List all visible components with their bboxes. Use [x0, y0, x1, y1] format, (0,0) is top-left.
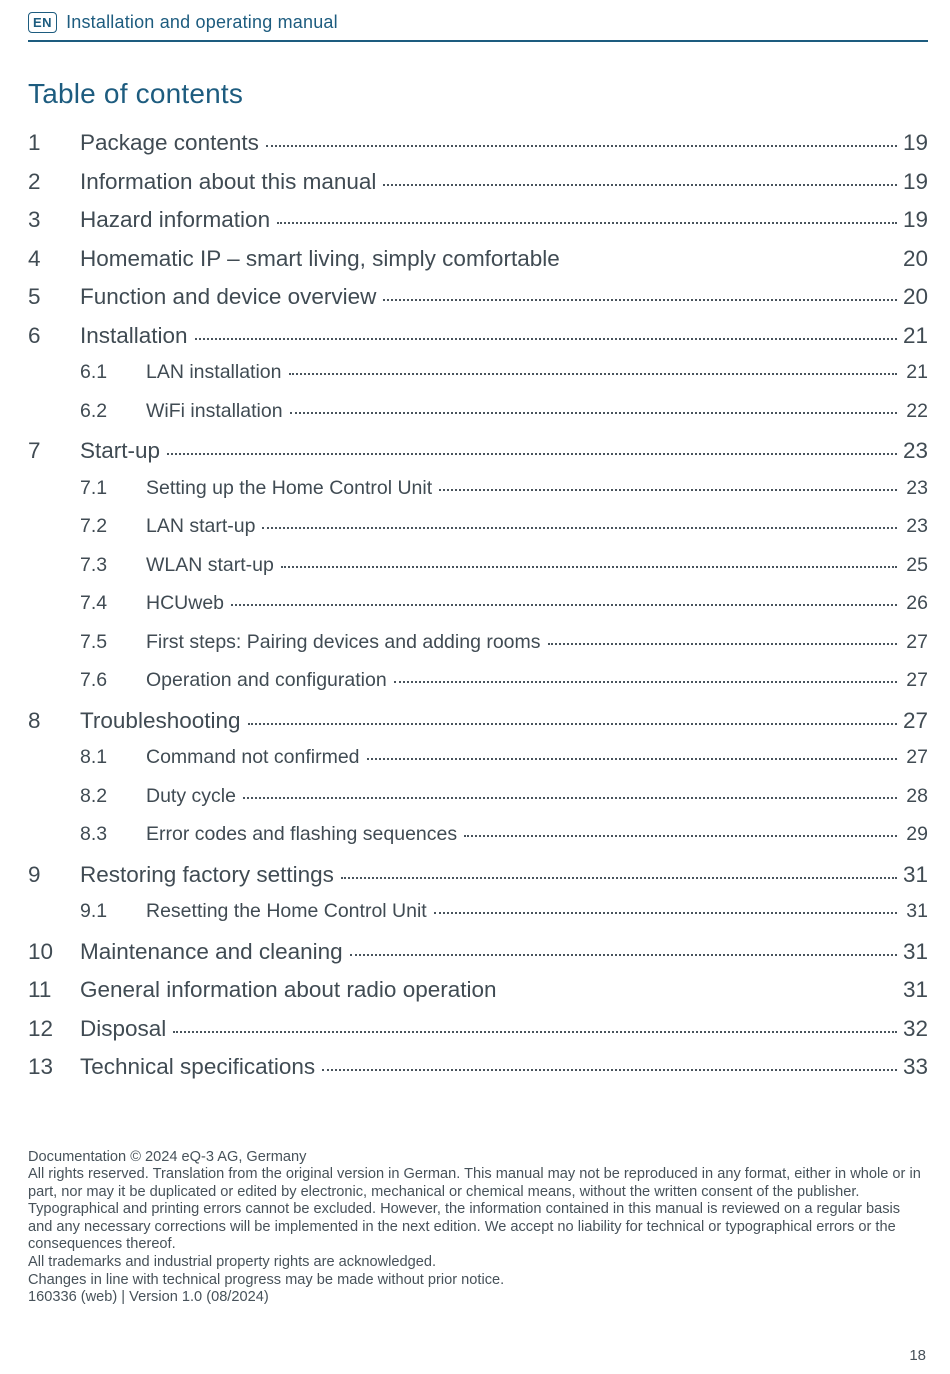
toc-entry-label: Maintenance and cleaning — [80, 938, 343, 964]
toc-entry-page: 27 — [906, 630, 928, 653]
toc-entry[interactable] — [28, 361, 928, 400]
footer-trademarks: All trademarks and industrial property rights are acknowledged. — [28, 1254, 437, 1271]
toc-entry[interactable] — [28, 400, 928, 439]
toc-entry[interactable] — [28, 592, 928, 631]
toc-entry-number: 7.4 — [80, 592, 108, 614]
toc-entry-number: 9 — [28, 861, 41, 887]
toc-entry-label: Operation and configuration — [146, 669, 387, 691]
toc-entry[interactable] — [28, 785, 928, 824]
toc-leader-dots — [341, 877, 897, 879]
toc-entry[interactable] — [28, 207, 928, 246]
toc-entry[interactable] — [28, 708, 928, 747]
toc-entry-number: 6.1 — [80, 361, 108, 383]
toc-leader-dots — [173, 1031, 897, 1033]
page-title: Table of contents — [28, 78, 244, 109]
toc-entry-label: Command not confirmed — [146, 746, 360, 768]
toc-entry-number: 13 — [28, 1054, 54, 1079]
toc-entry[interactable] — [28, 977, 928, 1016]
toc-entry-label: Homematic IP – smart living, simply comfortable — [80, 245, 560, 271]
toc-entry-number: 1 — [28, 130, 41, 155]
toc-entry-page: 19 — [902, 130, 928, 155]
toc-entry-page: 21 — [902, 322, 928, 348]
toc-entry-page: 27 — [906, 669, 928, 691]
toc-entry-label: WLAN start-up — [146, 553, 274, 576]
footer-rights: All rights reserved. Translation from the original version in German. This manual may not be reproduced in any format, either in whole or in part, nor may it be duplicated or edited by electronic, mechanical or chemical means, without the written consent of the publisher. — [28, 1166, 921, 1200]
toc-entry-page: 23 — [906, 476, 928, 499]
toc-entry-label: Function and device overview — [80, 284, 377, 309]
toc-entry-page: 29 — [906, 823, 928, 845]
toc-entry[interactable] — [28, 438, 928, 477]
toc-entry-label: Technical specifications — [80, 1054, 316, 1079]
toc-leader-dots — [394, 681, 897, 683]
toc-entry[interactable] — [28, 746, 928, 785]
toc-entry[interactable] — [28, 1016, 928, 1055]
toc-entry-number: 3 — [28, 207, 41, 232]
toc-entry-label: Hazard information — [80, 207, 271, 232]
toc-entry-number: 7.2 — [80, 515, 108, 537]
toc-leader-dots — [231, 604, 897, 606]
toc-entry-page: 25 — [906, 553, 928, 576]
toc-entry-page: 20 — [902, 284, 928, 309]
toc-entry-number: 8.2 — [80, 784, 108, 807]
toc-entry-page: 32 — [902, 1015, 928, 1041]
toc-entry-page: 27 — [906, 746, 928, 768]
legal-footer — [28, 1149, 928, 1307]
toc-entry-number: 7.5 — [80, 630, 108, 653]
toc-entry-label: LAN start-up — [146, 515, 256, 537]
header-divider — [28, 40, 928, 42]
toc-entry-label: Duty cycle — [146, 784, 236, 807]
toc-entry-number: 7.1 — [80, 476, 108, 499]
table-of-contents — [28, 130, 928, 1093]
toc-entry[interactable] — [28, 631, 928, 670]
toc-entry-page: 28 — [906, 784, 928, 807]
toc-entry-label: Setting up the Home Control Unit — [146, 476, 433, 499]
toc-entry-number: 7.3 — [80, 553, 108, 576]
toc-entry-label: Start-up — [80, 438, 161, 463]
toc-leader-dots — [167, 453, 897, 455]
toc-entry-page: 31 — [902, 938, 928, 964]
toc-leader-dots — [281, 566, 897, 568]
toc-leader-dots — [383, 299, 897, 301]
toc-entry-page: 26 — [906, 592, 928, 614]
toc-entry[interactable] — [28, 900, 928, 939]
toc-entry[interactable] — [28, 477, 928, 516]
footer-errors-notice: Typographical and printing errors cannot be excluded. However, the information contained in this manual is reviewed on a regular basis and any necessary corrections will be implemented in the next edition. We accept no liability for technical or typographical errors or the consequences thereof. — [28, 1201, 901, 1253]
toc-leader-dots — [290, 412, 897, 414]
toc-entry-number: 4 — [28, 245, 41, 271]
toc-entry-label: Disposal — [80, 1015, 167, 1041]
footer-copyright: Documentation © 2024 eQ-3 AG, Germany — [28, 1148, 307, 1165]
toc-leader-dots — [548, 643, 897, 645]
toc-entry[interactable] — [28, 323, 928, 362]
toc-entry-page: 31 — [902, 977, 928, 1002]
toc-entry-page: 19 — [902, 207, 928, 232]
toc-leader-dots — [464, 835, 897, 837]
toc-leader-dots — [289, 373, 898, 375]
page-number: 18 — [909, 1347, 926, 1364]
header-title: Installation and operating manual — [66, 12, 338, 32]
toc-leader-dots — [266, 145, 897, 147]
toc-entry[interactable] — [28, 1054, 928, 1093]
toc-entry-page: 33 — [902, 1054, 928, 1079]
toc-entry-label: WiFi installation — [146, 399, 283, 422]
toc-entry-label: Resetting the Home Control Unit — [146, 900, 427, 922]
language-badge: EN — [28, 12, 57, 33]
toc-entry-page: 19 — [902, 168, 928, 194]
toc-entry-label: General information about radio operation — [80, 977, 497, 1002]
toc-entry-number: 10 — [28, 938, 54, 964]
toc-entry[interactable] — [28, 939, 928, 978]
toc-entry-label: Installation — [80, 322, 188, 348]
toc-entry-page: 31 — [902, 861, 928, 887]
toc-leader-dots — [367, 758, 897, 760]
toc-entry-number: 8 — [28, 707, 41, 733]
toc-entry-number: 9.1 — [80, 900, 108, 922]
toc-leader-dots — [195, 338, 897, 340]
toc-entry-page: 21 — [906, 361, 928, 383]
toc-entry-page: 27 — [902, 707, 928, 733]
toc-entry-label: Error codes and flashing sequences — [146, 823, 458, 845]
toc-entry[interactable] — [28, 284, 928, 323]
toc-entry-number: 6 — [28, 322, 41, 348]
toc-entry-label: Package contents — [80, 130, 259, 155]
toc-entry-number: 7.6 — [80, 669, 108, 691]
toc-entry-page: 31 — [906, 900, 928, 922]
toc-leader-dots — [243, 797, 897, 799]
toc-leader-dots — [434, 912, 897, 914]
toc-leader-dots — [248, 723, 897, 725]
toc-entry-number: 7 — [28, 438, 41, 463]
toc-entry-number: 2 — [28, 168, 41, 194]
toc-leader-dots — [262, 527, 897, 529]
toc-entry[interactable] — [28, 130, 928, 169]
toc-entry[interactable] — [28, 862, 928, 901]
toc-entry[interactable] — [28, 823, 928, 862]
toc-entry-label: Restoring factory settings — [80, 861, 334, 887]
toc-leader-dots — [322, 1069, 897, 1071]
toc-leader-dots — [277, 222, 897, 224]
toc-entry[interactable] — [28, 669, 928, 708]
toc-entry-number: 11 — [28, 977, 52, 1002]
toc-leader-dots — [383, 184, 897, 186]
toc-leader-dots — [439, 489, 897, 491]
toc-entry-number: 6.2 — [80, 399, 108, 422]
page-header — [28, 10, 928, 33]
toc-entry-page: 23 — [906, 515, 928, 537]
toc-entry[interactable] — [28, 246, 928, 285]
toc-entry-page: 20 — [902, 245, 928, 271]
toc-entry[interactable] — [28, 169, 928, 208]
toc-entry-label: Troubleshooting — [80, 707, 241, 733]
toc-entry-number: 12 — [28, 1015, 54, 1041]
toc-entry-number: 8.1 — [80, 746, 108, 768]
toc-entry-number: 5 — [28, 284, 41, 309]
toc-leader-dots — [350, 954, 897, 956]
toc-entry-label: LAN installation — [146, 361, 282, 383]
toc-entry-label: Information about this manual — [80, 168, 377, 194]
toc-entry-label: First steps: Pairing devices and adding rooms — [146, 630, 541, 653]
toc-entry-page: 23 — [902, 438, 928, 463]
toc-entry[interactable] — [28, 515, 928, 554]
toc-entry-number: 8.3 — [80, 823, 108, 845]
footer-version: 160336 (web) | Version 1.0 (08/2024) — [28, 1289, 269, 1306]
footer-changes-notice: Changes in line with technical progress may be made without prior notice. — [28, 1271, 505, 1288]
toc-entry-page: 22 — [906, 399, 928, 422]
toc-entry-label: HCUweb — [146, 592, 225, 614]
toc-entry[interactable] — [28, 554, 928, 593]
